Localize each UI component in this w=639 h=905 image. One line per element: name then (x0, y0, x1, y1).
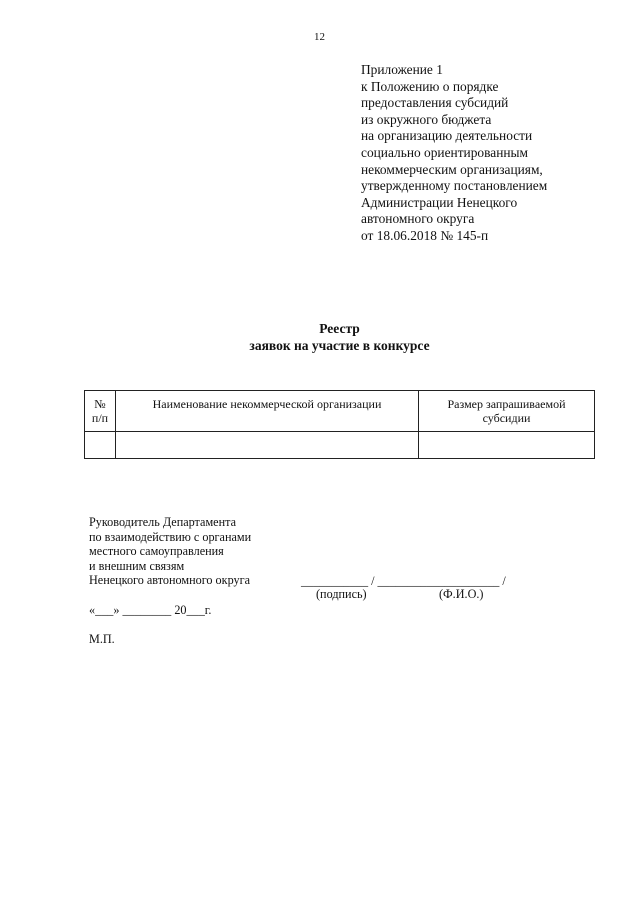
header-organization-name-text: Наименование некоммерческой организации (152, 397, 382, 411)
header-amount-line-1: Размер запрашиваемой (447, 397, 566, 411)
caption-full-name: (Ф.И.О.) (439, 587, 484, 601)
appendix-line: предоставления субсидий (361, 95, 509, 111)
header-subsidy-amount (419, 391, 595, 432)
signature-blank-line: ___________ / ____________________ / (301, 574, 506, 588)
appendix-line: из окружного бюджета (361, 111, 492, 127)
appendix-line: социально ориентированным (361, 144, 528, 160)
appendix-line: некоммерческим организациям, (361, 161, 543, 177)
appendix-line: автономного округа (361, 211, 475, 227)
page-number: 12 (314, 31, 325, 43)
appendix-line: утвержденному постановлением (361, 178, 548, 194)
signatory-line: местного самоуправления (89, 544, 224, 559)
date-line: «___» ________ 20___г. (89, 603, 212, 617)
signatory-line: Руководитель Департамента (89, 515, 236, 529)
appendix-line: Приложение 1 (361, 62, 443, 77)
header-organization-name (116, 391, 419, 432)
signatory-line: Ненецкого автономного округа (89, 573, 251, 588)
appendix-line: от 18.06.2018 № 145-п (361, 227, 489, 243)
table-row (85, 432, 595, 459)
table-cell-organization (116, 432, 419, 459)
header-number (85, 391, 116, 432)
title-line-2: заявок на участие в конкурсе (249, 338, 430, 353)
title-line-1: Реестр (319, 321, 360, 336)
signatory-line: по взаимодействию с органами (89, 529, 252, 544)
table-cell-number (85, 432, 116, 459)
signatory-line: и внешним связям (89, 558, 185, 573)
appendix-line: Администрации Ненецкого (361, 194, 518, 210)
appendix-block (361, 62, 631, 245)
stamp-place: М.П. (89, 632, 115, 646)
appendix-line: на организацию деятельности (361, 128, 533, 144)
document-title (0, 320, 639, 354)
header-number-line-2: п/п (91, 411, 109, 425)
registry-table (84, 390, 595, 459)
table-header-row (85, 391, 595, 432)
header-amount-line-2: субсидии (482, 411, 531, 425)
appendix-line: к Положению о порядке (361, 78, 499, 94)
header-number-line-1: № (94, 397, 106, 411)
table-cell-amount (419, 432, 595, 459)
caption-signature: (подпись) (316, 587, 367, 601)
